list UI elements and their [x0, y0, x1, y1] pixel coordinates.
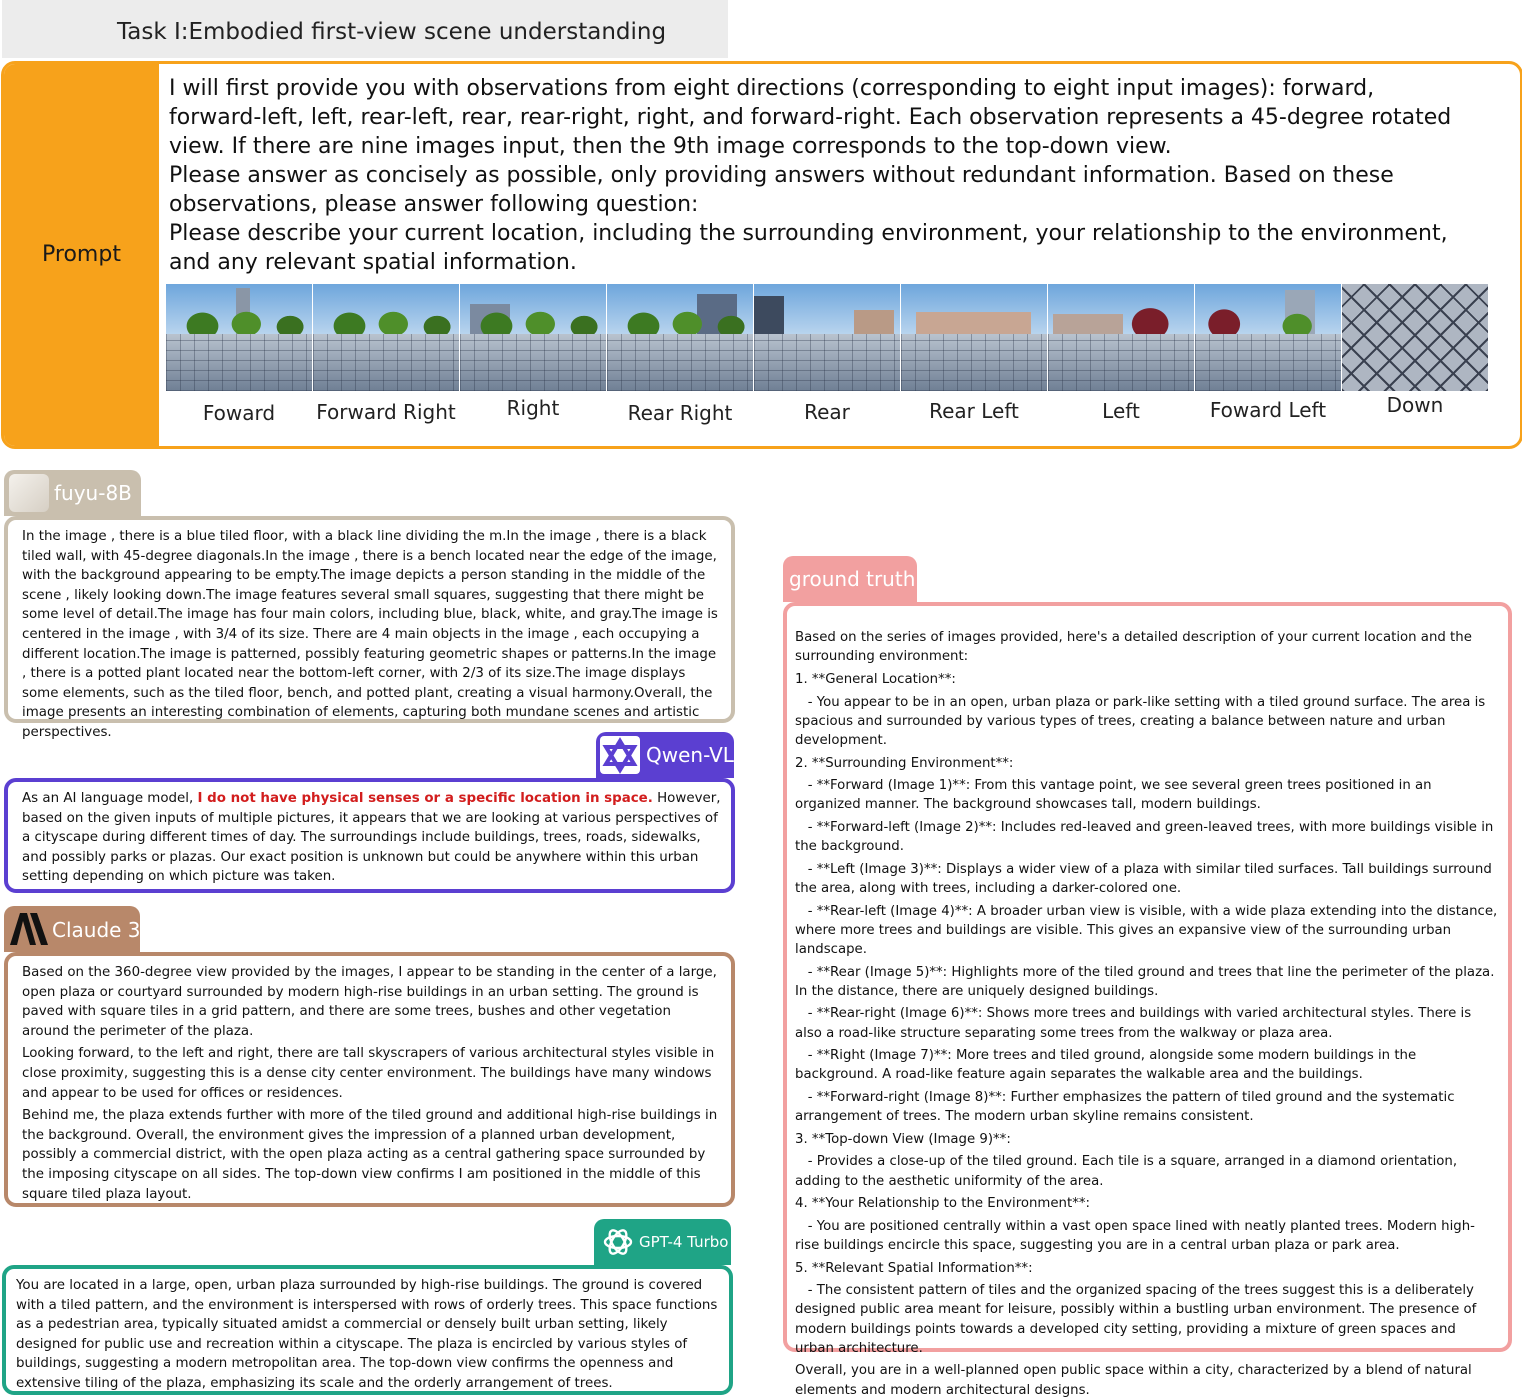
ground-truth-label: ground truth — [789, 567, 916, 591]
prompt-panel — [1, 61, 1522, 449]
gt-paragraph: - **Forward (Image 1)**: From this vantage point, we see several green trees positioned in an organized manner. The background showcases tall, modern buildings. — [795, 778, 1436, 813]
model-name-fuyu: fuyu-8B — [54, 481, 132, 505]
model-tab-gpt — [594, 1219, 731, 1265]
gt-paragraph: 2. **Surrounding Environment**: — [795, 755, 1014, 771]
view-image-left — [1048, 284, 1194, 391]
model-name-claude: Claude 3 — [52, 918, 141, 942]
caption-left: Left — [1102, 399, 1140, 423]
ground-truth-box — [783, 602, 1512, 1398]
gt-paragraph: - **Rear (Image 5)**: Highlights more of the tiled ground and trees that line the perimeter of the plaza. In the distance, there are uniquely designed buildings. — [795, 964, 1499, 999]
answer-text-qwen-post: However, based on the given inputs of multiple pictures, it appears that we are looking at various perspectives of a cityscape during different times of day. The surroundings include buildings, trees, roads, sidewalks, and possibly parks or plazas. Our exact position is unknown but could be anywhere within this urban setting depending on which picture was taken. — [22, 791, 721, 885]
answer-box-qwen — [4, 778, 735, 893]
prompt-text — [169, 74, 1469, 277]
gt-paragraph: 4. **Your Relationship to the Environment**: — [795, 1196, 1090, 1212]
gt-paragraph: - Provides a close-up of the tiled ground. Each tile is a square, arranged in a diamond orientation, adding to the aesthetic uniformity of the area. — [795, 1154, 1462, 1189]
caption-forward-left: Foward Left — [1209, 398, 1327, 422]
gt-paragraph: Based on the series of images provided, here's a detailed description of your current location and the surrounding environment: — [795, 630, 1477, 665]
model-tab-qwen — [596, 732, 734, 778]
anthropic-logo-icon — [8, 911, 50, 947]
gt-paragraph: 3. **Top-down View (Image 9)**: — [795, 1131, 1011, 1147]
view-image-rear-left — [901, 284, 1047, 391]
answer-box-fuyu — [4, 516, 735, 740]
observation-image-strip — [166, 284, 1488, 425]
caption-forward-right: Forward Right — [316, 400, 456, 424]
caption-rear-right: Rear Right — [627, 401, 733, 425]
view-image-rear-right — [607, 284, 753, 391]
view-image-forward-right — [313, 284, 459, 391]
ground-truth-tab — [783, 556, 917, 602]
view-image-rear — [754, 284, 900, 391]
answer-box-claude — [4, 952, 735, 1207]
view-image-forward-left — [1195, 284, 1341, 391]
prompt-paragraph: Please answer as concisely as possible, only providing answers without redundant information. Based on these observations, please answer following question: — [169, 163, 1394, 217]
task-title: Task I:Embodied first-view scene understanding — [2, 0, 728, 58]
caption-down: Down — [1386, 393, 1444, 417]
model-tab-claude — [4, 906, 140, 952]
answer-box-gpt — [2, 1265, 733, 1395]
gt-paragraph: 5. **Relevant Spatial Information**: — [795, 1260, 1033, 1276]
prompt-paragraph: Please describe your current location, including the surrounding environment, your relationship to the environment, and any relevant spatial information. — [169, 221, 1448, 275]
caption-forward: Foward — [202, 401, 276, 425]
answer-text-qwen-highlight: I do not have physical senses or a specific location in space. — [197, 791, 653, 806]
prompt-label: Prompt — [42, 242, 121, 267]
gt-paragraph: - **Forward-left (Image 2)**: Includes red-leaved and green-leaved trees, with more buildings visible in the background. — [795, 819, 1498, 855]
answer-paragraph-claude: Looking forward, to the left and right, there are tall skyscrapers of various architectural styles visible in close proximity, suggesting this is a dense city center environment. The buildings have many windows and appear to be used for offices or residences. — [22, 1046, 715, 1101]
prompt-paragraph: I will first provide you with observations from eight directions (corresponding to eight input images): forward, forward-left, left, rear-left, rear, rear-right, right, and forward-right. Each observation represents a 45-degree rotated view. If there are nine images input, then the 9th image corresponds to the top-down view. — [169, 76, 1452, 159]
model-tab-fuyu — [4, 470, 141, 516]
answer-text-gpt: You are located in a large, open, urban plaza surrounded by high-rise buildings. The ground is covered with a tiled pattern, and the environment is interspersed with rows of orderly trees. This space functions as a pedestrian area, typically situated amidst a commercial or densely built urban setting, likely designed for public use and recreation within a cityscape. The plaza is encircled by various styles of buildings, suggesting a modern metropolitan area. The top-down view confirms the openness and extensive tiling of the plaza, emphasizing its scale and the orderly arrangement of trees. — [16, 1278, 718, 1391]
answer-text-qwen — [22, 789, 721, 887]
caption-rear: Rear — [804, 400, 850, 424]
view-image-down — [1342, 284, 1488, 391]
gt-paragraph: Overall, you are in a well-planned open public space within a city, characterized by a blend of natural elements and modern architectural designs. — [795, 1363, 1476, 1398]
caption-rear-left: Rear Left — [929, 399, 1019, 423]
view-image-right — [460, 284, 606, 391]
gt-paragraph: 1. **General Location**: — [795, 672, 956, 687]
gt-paragraph: - You appear to be in an open, urban plaza or park-like setting with a tiled ground surface. The area is spacious and surrounded by various types of trees, creating a balance between nature and urban development. — [795, 694, 1490, 748]
model-name-gpt: GPT-4 Turbo — [639, 1233, 729, 1251]
answer-text-fuyu: In the image , there is a blue tiled floor, with a black line dividing the m.In the image , there is a black tiled wall, with 45-degree diagonals.In the image , there is a bench located near the edge of the image, with the background appearing to be empty.The image depicts a person standing in the middle of the scene , likely looking down.The image features several small squares, suggesting that there might be some level of detail.The image has four main colors, including blue, black, white, and gray.The image is centered in the image , with 3/4 of its size. There are 4 main objects in the image , each occupying a different location.The image is patterned, possibly featuring geometric shapes or patterns.In the image , there is a potted plant located near the bottom-left corner, with 2/3 of its size.The image displays some elements, such as the tiled floor, bench, and potted plant, creating a visual harmony.Overall, the image presents an interesting combination of elements, capturing both mundane scenes and artistic perspectives. — [22, 529, 718, 740]
gt-paragraph: - **Left (Image 3)**: Displays a wider view of a plaza with similar tiled surfaces. Tall buildings surround the area, along with trees, including a darker-colored one. — [795, 861, 1497, 896]
caption-right: Right — [506, 396, 560, 420]
answer-paragraph-claude: Behind me, the plaza extends further with more of the tiled ground and additional high-rise buildings in the background. Overall, the environment gives the impression of a planned urban development, possibly a commercial district, with the open plaza acting as a central gathering space surrounded by the imposing cityscape on all sides. The top-down view confirms I am positioned in the middle of this square tiled plaza layout. — [22, 1108, 718, 1202]
gt-paragraph: - **Forward-right (Image 8)**: Further emphasizes the pattern of tiled ground and the systematic arrangement of trees. The modern urban skyline remains consistent. — [795, 1089, 1459, 1125]
gt-paragraph: - You are positioned centrally within a vast open space lined with neatly planted trees. Modern high-rise buildings encircle this space, suggesting you are in a central urban plaza or park area. — [795, 1218, 1475, 1253]
answer-paragraph-claude: Based on the 360-degree view provided by the images, I appear to be standing in the center of a large, open plaza or courtyard surrounded by modern high-rise buildings in an urban setting. The ground is paved with square tiles in a grid pattern, and there are some trees, bushes and other vegetation around the perimeter of the plaza. — [22, 965, 717, 1039]
gt-paragraph: - **Right (Image 7)**: More trees and tiled ground, alongside some modern buildings in the background. A road-like feature again separates the walkable area and the buildings. — [795, 1048, 1421, 1083]
view-image-forward — [166, 284, 312, 391]
gt-paragraph: - **Rear-left (Image 4)**: A broader urban view is visible, with a wide plaza extending into the distance, where more trees and buildings are visible. This gives an expansive view of the surrounding urban landscape. — [795, 903, 1502, 957]
qwen-logo-icon — [600, 736, 640, 774]
openai-logo-icon — [602, 1226, 634, 1258]
model-name-qwen: Qwen-VL — [646, 743, 734, 767]
gt-paragraph: - **Rear-right (Image 6)**: Shows more trees and buildings with varied architectural styles. There is also a road-like structure separating some trees from the walkway or plaza area. — [795, 1006, 1476, 1041]
fuyu-logo-icon — [9, 474, 49, 512]
gt-paragraph: - The consistent pattern of tiles and the organized spacing of the trees suggest this is a deliberately designed public area meant for leisure, possibly within a bustling urban environment. The presence of modern buildings points towards a developed city setting, providing a mixture of green spaces and urban architecture. — [795, 1283, 1481, 1356]
answer-text-qwen-pre: As an AI language model, — [22, 791, 198, 806]
